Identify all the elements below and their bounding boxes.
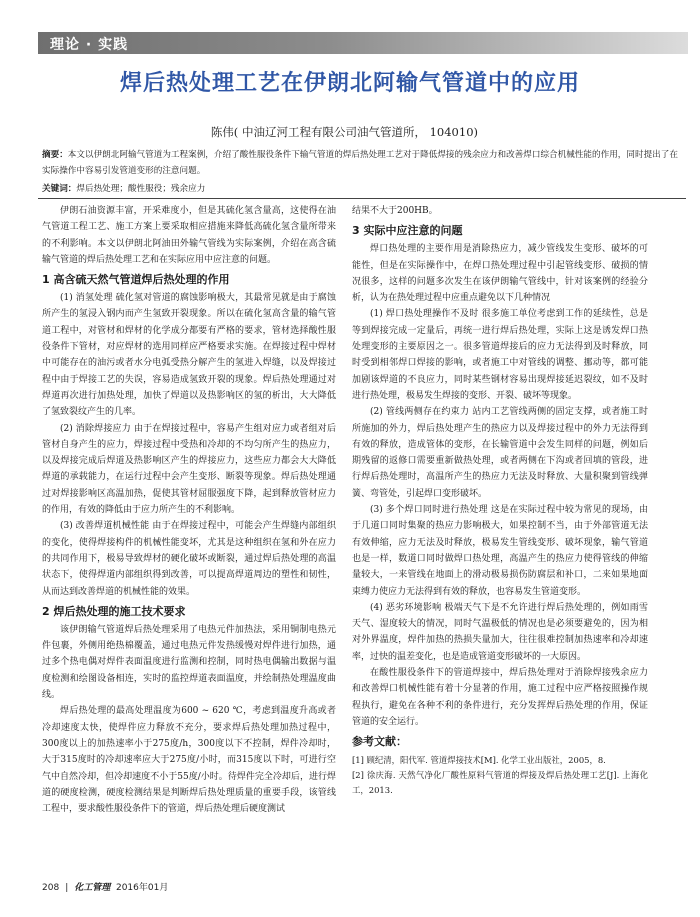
paragraph: 该伊朗输气管道焊后热处理采用了电热元件加热法，采用铜制电热元件包裹，外侧用绝热棉覆盖，通过电热元件发热缓慢对焊件进行加热，通过多个热电偶对焊件表面温度进行监测和控制，同时热电偶输出数据与温度检测和绘图设备相连，实时的监控焊道表面温度，并绘制热处理温度曲线。	[42, 624, 336, 701]
abstract-label: 摘要：	[42, 150, 68, 160]
paragraph: (2) 消除焊接应力 由于在焊接过程中，容易产生组对应力或者组对后管材自身产生的应力，焊接过程中受热和冷却的不均匀所产生的热应力，以及焊接完成后焊道及热影响区产生的焊接应力，这些应力都会大大降低焊道的承载能力，在运行过程中会产生变形、断裂等现象。焊后热处理通过对焊接影响区高温加热，促使其管材屈服强度下降，起到释放管材应力的作用，有效的降低由于应力所产生的不利影响。	[42, 423, 336, 516]
section-label: 理论 · 实践	[50, 37, 129, 53]
section-bar	[38, 32, 688, 54]
reference-item: [1] 顾纪清，阳代军. 管道焊接技术[M]. 化学工业出版社，2005，8.	[352, 754, 606, 765]
paragraph: 在酸性服役条件下的管道焊接中，焊后热处理对于消除焊接残余应力和改善焊口机械性能有着十分显著的作用，施工过程中应严格按照操作规程执行，避免在各种不利的条件进行，充分发挥焊后热处理的作用，保证管道的安全运行。	[352, 668, 648, 727]
right-column	[352, 203, 648, 798]
issue-date: 2016年01月	[115, 883, 169, 893]
paragraph: (4) 恶劣环境影响 极端天气下是不允许进行焊后热处理的，例如雨雪天气、湿度较大的情况，同时气温极低的情况也是必须要避免的，因为相对外界温度，焊件加热的热损失量加大，往往很难控制加热速率和冷却速率，过快的温差变化，也是造成管道变形破坏的一大原因。	[352, 602, 648, 662]
article-title: 焊后热处理工艺在伊朗北阿输气管道中的应用	[119, 71, 580, 96]
paragraph: (1) 焊口热处理操作不及时 很多施工单位考虑到工作的延续性，总是等到焊接完成一定量后，再统一进行焊后热处理，实际上这是诱发焊口热处理变形的主要原因之一。很多管道焊接后的应力无法得到及时释放，同时受到相邻焊口焊接的影响，或者施工中对管线的调整、挪动等，都可能加剧该焊道的不良应力，同时某些钢材容易出现焊接延迟裂纹，如不及时进行热处理，极易发生焊接的变形、开裂、破坏等现象。	[352, 309, 648, 401]
abstract	[42, 147, 682, 179]
section-heading-2: 2 焊后热处理的施工技术要求	[42, 604, 186, 618]
section-heading-1: 1 高含硫天然气管道焊后热处理的作用	[42, 273, 230, 287]
references-title: 参考文献：	[352, 735, 407, 749]
section-heading-3: 3 实际中应注意的问题	[352, 224, 463, 238]
page-footer: 208 | 化工管理 2016年01月	[42, 883, 169, 893]
left-column	[42, 203, 336, 817]
paragraph: (3) 多个焊口同时进行热处理 这是在实际过程中较为常见的现场，由于几道口同时集聚的热应力影响极大，如果控制不当，由于外部管道无法有效伸缩，应力无法及时释放，极易发生管线变形、破坏现象，输气管道也是一样，数道口同时做焊口热处理，高温产生的热应力使得管线的伸缩量较大，一来管线在地面上的滑动极易损伤防腐层和补口，二来如果地面束缚力使应力无法得到有效的释放，也容易发生管道变形。	[352, 505, 648, 597]
keywords-text: 焊后热处理；酸性服役；残余应力	[76, 184, 206, 194]
keywords-label: 关键词：	[42, 184, 77, 194]
page-number: 208	[42, 883, 60, 893]
reference-item: [2] 徐庆海. 天然气净化厂酸性原料气管道的焊接及焊后热处理工艺[J]. 上海化工，2013.	[352, 769, 648, 795]
magazine-name: 化工管理	[74, 883, 111, 893]
divider	[38, 198, 686, 199]
keywords	[42, 182, 205, 194]
paragraph: (2) 管线两侧存在约束力 站内工艺管线两侧的固定支撑，或者施工时所施加的外力，焊后热处理产生的热应力以及焊接过程中的外力无法得到有效的释放，造成管体的变形，在长输管道中会发生同样的问题，例如后期残留的返修口需要重新做热处理，或者两侧在下沟或者回填的管段，进行焊后热处理时，高温所产生的热应力无法及时释放、大量积聚到管线弹簧、弯管处，引起焊口变形破坏。	[352, 407, 648, 499]
intro-paragraph: 伊朗石油资源丰富，开采难度小，但是其硫化氢含量高，这使得在油气管道工程工艺、施工方案上要采取相应措施来降低高硫化氢含量所带来的不利影响。本文以伊朗北阿油田外输气管线为实际案例，介绍在高含硫输气管道的焊后热处理工艺和在实际应用中应注意的问题。	[42, 206, 336, 265]
paragraph: (3) 改善焊道机械性能 由于在焊接过程中，可能会产生焊缝内部组织的变化，使得焊接构件的机械性能变坏，尤其是这种组织在氢和外在应力的共同作用下，极易导致焊材的硬化破坏或断裂，通过焊后热处理的高温状态下，使得焊道内部组织得到改善，可以提高焊道周边的塑性和韧性，从而达到改善焊道的机械性能的效果。	[42, 521, 336, 597]
continued-paragraph: 结果不大于200HB。	[352, 206, 438, 216]
paragraph: (1) 消氢处理 硫化氢对管道的腐蚀影响极大，其最常见就是由于腐蚀所产生的氢浸入钢内而产生氢致开裂现象。所以在硫化氢高含量的输气管道工程中，对管材和焊材的化学成分都要有严格的要求，管材选择酸性服役条件下管材，对应焊材的选用同样应严格要求实施。在焊接过程中焊材中可能存在的油污或者水分电弧受热分解产生的氢进入焊缝，以及焊接过程中由于焊接工艺的失误，容易造成氢致开裂的现象。焊后热处理通过对焊道再次进行加热处理，加快了焊道以及热影响区的氢的析出，大大降低了氢致裂纹产生的几率。	[42, 293, 336, 418]
paragraph: 焊后热处理的最高处理温度为600 ~ 620 ℃，考虑到温度升高或者冷却速度太快，使焊件应力释放不充分，要求焊后热处理加热过程中，300度以上的加热速率小于275度/h，300度以下不控制，焊件冷却时，大于315度时的冷却速率应大于275度/小时，而315度以下时，可进行空气中自然冷却，但冷却速度不小于55度/小时。待焊件完全冷却后，进行焊道的硬度检测，硬度检测结果是判断焊后热处理质量的重要手段，该管线工程中，要求酸性服役条件下的管道，焊后热处理后硬度测试	[42, 706, 336, 815]
paragraph: 焊口热处理的主要作用是消除热应力，减少管线发生变形、破坏的可能性，但是在实际操作中，在焊口热处理过程中引起管线变形、破损的情况很多，这样的问题多次发生在该伊朗输气管线中，针对该案例的经验分析，认为在热处理过程中应重点避免以下几种情况	[352, 244, 648, 304]
author-line: 陈伟( 中油辽河工程有限公司油气管道所， 104010)	[210, 125, 478, 139]
abstract-text: 本文以伊朗北阿输气管道为工程案例，介绍了酸性服役条件下输气管道的焊后热处理工艺对于降低焊接的残余应力和改善焊口综合机械性能的作用，同时提出了在实际操作中容易引发管道变形的注意问题。	[42, 150, 678, 176]
